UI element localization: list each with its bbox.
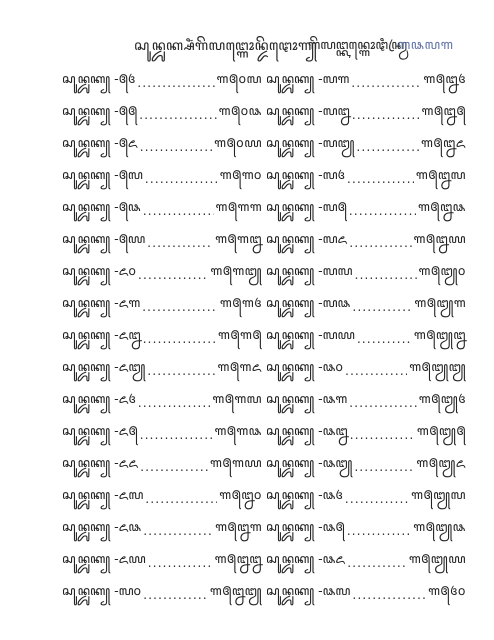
toc-entry-page-number: ꧑꧕꧓꧓: [409, 358, 466, 374]
page-subtitle: ꦒꦼꦭꦔ꧀ꦏꦤ꧀ꦒꦺꦴꦛꦶꦏ꧀ꦮꦿ: [308, 38, 408, 53]
dot-leader: [142, 299, 218, 314]
toc-entry-label: ꦱꦸꦤ꧀ꦢꦸꦏ꧀ -꧖꧖: [62, 454, 139, 470]
toc-entry-label: ꦱꦸꦤ꧀ꦢꦸꦏ꧀ -꧕꧘: [62, 198, 141, 214]
dot-leader: [352, 107, 420, 122]
toc-entry-label: ꦱꦸꦤ꧀ꦢꦸꦏ꧀ -꧘꧑: [266, 390, 348, 406]
toc-entry-label: ꦱꦸꦤ꧀ꦢꦸꦏ꧀ -꧗꧘: [266, 294, 351, 310]
toc-entry-label: ꦱꦸꦤ꧀ꦢꦸꦏ꧀ -꧗꧙: [266, 326, 355, 342]
toc-entry[interactable]: [62, 514, 262, 546]
toc-entry[interactable]: [266, 66, 466, 98]
dot-leader: [349, 395, 417, 410]
dot-leader: [351, 75, 421, 90]
toc-entry-label: ꦱꦸꦤ꧀ꦢꦸꦏ꧀ -꧗꧓: [266, 134, 355, 150]
dot-leader: [140, 427, 213, 442]
dot-leader: [349, 235, 411, 250]
toc-entry-page-number: ꧑꧕꧒꧔: [423, 70, 466, 86]
toc-entry[interactable]: [62, 546, 262, 578]
toc-entry-page-number: ꧑꧕꧓꧖: [416, 454, 466, 470]
toc-entry[interactable]: [62, 98, 262, 130]
dot-leader: [345, 363, 407, 378]
toc-entry[interactable]: [266, 450, 466, 482]
toc-entry-page-number: ꧑꧕꧔꧐: [428, 582, 466, 598]
toc-entry[interactable]: [62, 578, 262, 610]
toc-entry-label: ꦱꦸꦤ꧀ꦢꦸꦏ꧀ -꧘꧗: [266, 582, 351, 598]
toc-entry[interactable]: [62, 450, 262, 482]
dot-leader: [143, 587, 208, 602]
toc-entry-label: ꦱꦸꦤ꧀ꦢꦸꦏ꧀ -꧖꧐: [62, 262, 136, 278]
toc-entry-page-number: ꧑꧕꧓꧒: [413, 326, 466, 342]
toc-entry-label: ꦱꦸꦤ꧀ꦢꦸꦏ꧀ -꧖꧔: [62, 390, 136, 406]
toc-entry-page-number: ꧑꧕꧒꧑: [215, 518, 262, 534]
toc-entry-label: ꦱꦸꦤ꧀ꦢꦸꦏ꧀ -꧖꧗: [62, 486, 144, 502]
dot-leader: [347, 171, 414, 186]
toc-entry-label: ꦱꦸꦤ꧀ꦢꦸꦏ꧀ -꧖꧑: [62, 294, 141, 310]
dot-leader: [345, 491, 409, 506]
dot-leader: [349, 203, 416, 218]
toc-entry[interactable]: [266, 514, 466, 546]
dot-leader: [138, 395, 211, 410]
toc-entry-label: ꦱꦸꦤ꧀ꦢꦸꦏ꧀ -꧘꧓: [266, 454, 353, 470]
toc-entry-label: ꦱꦸꦤ꧀ꦢꦸꦏ꧀ -꧖꧘: [62, 518, 142, 534]
toc-entry-label: ꦱꦸꦤ꧀ꦢꦸꦏ꧀ -꧘꧒: [266, 422, 348, 438]
page-title: ꦱꦸꦤ꧀ꦢꦸꦏ꧀ꦱꦶꦁꦒꦼꦭꦔ꧀ꦒꦺꦴꦤ꧀ꦢꦼꦛꦺꦴꦒ꧀: [134, 38, 317, 54]
toc-entry-page-number: ꧑꧕꧒꧖: [421, 134, 466, 150]
toc-entry-label: ꦱꦸꦤ꧀ꦢꦸꦏ꧀ -꧕꧖: [62, 134, 138, 150]
dot-leader: [140, 459, 208, 474]
toc-entry-label: ꦱꦸꦤ꧀ꦢꦸꦏ꧀ -꧘꧖: [266, 550, 346, 566]
toc-entry-page-number: ꧑꧕꧓꧗: [411, 486, 466, 502]
dot-leader: [354, 267, 416, 282]
toc-entry-page-number: ꧑꧕꧑꧘: [214, 422, 262, 438]
toc-entry-page-number: ꧑꧕꧓꧘: [413, 518, 466, 534]
dot-leader: [137, 75, 214, 90]
toc-entry-page-number: ꧑꧕꧓꧐: [418, 262, 466, 278]
toc-entry-page-number: ꧑꧕꧒꧒: [214, 550, 262, 566]
toc-entry[interactable]: [266, 226, 466, 258]
toc-entry[interactable]: [266, 578, 466, 610]
dot-leader: [139, 107, 217, 122]
page-number: ꧑꧘꧗꧑: [398, 38, 454, 53]
toc-entry[interactable]: [62, 322, 262, 354]
toc-entry[interactable]: [62, 162, 262, 194]
toc-entry-label: ꦱꦸꦤ꧀ꦢꦸꦏ꧀ -꧘꧐: [266, 358, 343, 374]
toc-entry-label: ꦱꦸꦤ꧀ꦢꦸꦏ꧀ -꧗꧑: [266, 70, 350, 86]
toc-entry-page-number: ꧑꧕꧑꧑: [215, 198, 262, 214]
toc-entry-label: ꦱꦸꦤ꧀ꦢꦸꦏ꧀ -꧕꧔: [62, 70, 136, 86]
dot-leader: [357, 331, 412, 346]
toc-entry-label: ꦱꦸꦤ꧀ꦢꦸꦏ꧀ -꧗꧖: [266, 230, 348, 246]
toc-entry-label: ꦱꦸꦤ꧀ꦢꦸꦏ꧀ -꧖꧒: [62, 326, 141, 342]
toc-entry[interactable]: [62, 130, 262, 162]
toc-entry-page-number: ꧑꧕꧒꧙: [413, 230, 466, 246]
dot-leader: [350, 427, 415, 442]
toc-entry-page-number: ꧑꧕꧑꧖: [217, 358, 262, 374]
toc-entry[interactable]: [266, 482, 466, 514]
toc-entry-label: ꦱꦸꦤ꧀ꦢꦸꦏ꧀ -꧗꧒: [266, 102, 350, 118]
dot-leader: [143, 331, 216, 346]
dot-leader: [356, 139, 419, 154]
toc-entry[interactable]: [62, 482, 262, 514]
toc-entry-page-number: ꧑꧕꧓꧑: [414, 294, 466, 310]
toc-entry-label: ꦱꦸꦤ꧀ꦢꦸꦏ꧀ -꧕꧙: [62, 230, 146, 246]
dot-leader: [143, 203, 214, 218]
toc-entry[interactable]: [266, 162, 466, 194]
toc-entry-page-number: ꧑꧕꧑꧙: [209, 454, 262, 470]
toc-entry-label: ꦱꦸꦤ꧀ꦢꦸꦏ꧀ -꧗꧕: [266, 198, 347, 214]
toc-entry[interactable]: [62, 226, 262, 258]
toc-entry-label: ꦱꦸꦤ꧀ꦢꦸꦏ꧀ -꧖꧓: [62, 358, 146, 374]
toc-entry-page-number: ꧑꧕꧒꧐: [219, 486, 262, 502]
dot-leader: [145, 491, 217, 506]
dot-leader: [354, 459, 414, 474]
toc-entry[interactable]: [62, 386, 262, 418]
dot-leader: [143, 523, 213, 538]
toc-entry[interactable]: [62, 194, 262, 226]
toc-entry[interactable]: [266, 354, 466, 386]
toc-entry-label: ꦱꦸꦤ꧀ꦢꦸꦏ꧀ -꧕꧗: [62, 166, 143, 182]
toc-entry[interactable]: [266, 258, 466, 290]
toc-entry-label: ꦱꦸꦤ꧀ꦢꦸꦏ꧀ -꧖꧙: [62, 550, 146, 566]
toc-entry-label: ꦱꦸꦤ꧀ꦢꦸꦏ꧀ -꧗꧐: [62, 582, 142, 598]
toc-entry-page-number: ꧑꧕꧓꧕: [416, 422, 466, 438]
dot-leader: [352, 587, 426, 602]
toc-entry-page-number: ꧑꧕꧒꧓: [209, 582, 262, 598]
toc-entry-label: ꦱꦸꦤ꧀ꦢꦸꦏ꧀ -꧗꧗: [266, 262, 353, 278]
toc-entry[interactable]: [62, 66, 262, 98]
toc-right-column: [266, 66, 466, 610]
toc-entry[interactable]: [266, 98, 466, 130]
toc-entry[interactable]: [266, 546, 466, 578]
toc-entry-page-number: ꧑꧕꧒꧘: [417, 198, 466, 214]
toc-entry[interactable]: [266, 130, 466, 162]
page-header: [0, 30, 494, 58]
toc-entry[interactable]: [266, 418, 466, 450]
toc-entry-page-number: ꧑꧕꧒꧗: [415, 166, 466, 182]
toc-entry-label: ꦱꦸꦤ꧀ꦢꦸꦏ꧀ -꧕꧕: [62, 102, 138, 118]
toc-entry-label: ꦱꦸꦤ꧀ꦢꦸꦏ꧀ -꧘꧔: [266, 486, 343, 502]
toc-entry-label: ꦱꦸꦤ꧀ꦢꦸꦏ꧀ -꧘꧕: [266, 518, 345, 534]
toc-entry-page-number: ꧑꧕꧑꧐: [219, 166, 262, 182]
toc-entry-page-number: ꧑꧕꧑꧗: [212, 390, 262, 406]
dot-leader: [138, 267, 208, 282]
toc-entry[interactable]: [62, 258, 262, 290]
toc-entry-page-number: ꧑꧕꧐꧙: [214, 134, 262, 150]
toc-left-column: [62, 66, 262, 610]
toc-entry[interactable]: [266, 386, 466, 418]
dot-leader: [347, 523, 412, 538]
toc-entry[interactable]: [266, 322, 466, 354]
toc-entry-page-number: ꧑꧕꧐꧗: [216, 70, 262, 86]
toc-entry[interactable]: [62, 418, 262, 450]
toc-entry-page-number: ꧑꧕꧑꧓: [210, 262, 262, 278]
dot-leader: [140, 139, 213, 154]
toc-entry-page-number: ꧑꧕꧓꧙: [408, 550, 466, 566]
toc-entry-page-number: ꧑꧕꧑꧒: [215, 230, 262, 246]
toc-entry-page-number: ꧑꧕꧓꧔: [418, 390, 466, 406]
dot-leader: [145, 171, 218, 186]
toc-entry[interactable]: [62, 354, 262, 386]
toc-entry-label: ꦱꦸꦤ꧀ꦢꦸꦏ꧀ -꧖꧕: [62, 422, 138, 438]
dot-leader: [347, 555, 407, 570]
dot-leader: [352, 299, 412, 314]
toc-entry-label: ꦱꦸꦤ꧀ꦢꦸꦏ꧀ -꧗꧔: [266, 166, 345, 182]
toc-entry[interactable]: [266, 194, 466, 226]
dot-leader: [147, 235, 213, 250]
dot-leader: [147, 363, 215, 378]
toc-entry[interactable]: [266, 290, 466, 322]
toc-entry-page-number: ꧑꧕꧐꧘: [218, 102, 262, 118]
toc-entry[interactable]: [62, 290, 262, 322]
dot-leader: [148, 555, 213, 570]
toc-entry-page-number: ꧑꧕꧑꧕: [218, 326, 262, 342]
toc-entry-page-number: ꧑꧕꧒꧕: [421, 102, 466, 118]
toc-entry-page-number: ꧑꧕꧑꧔: [219, 294, 262, 310]
